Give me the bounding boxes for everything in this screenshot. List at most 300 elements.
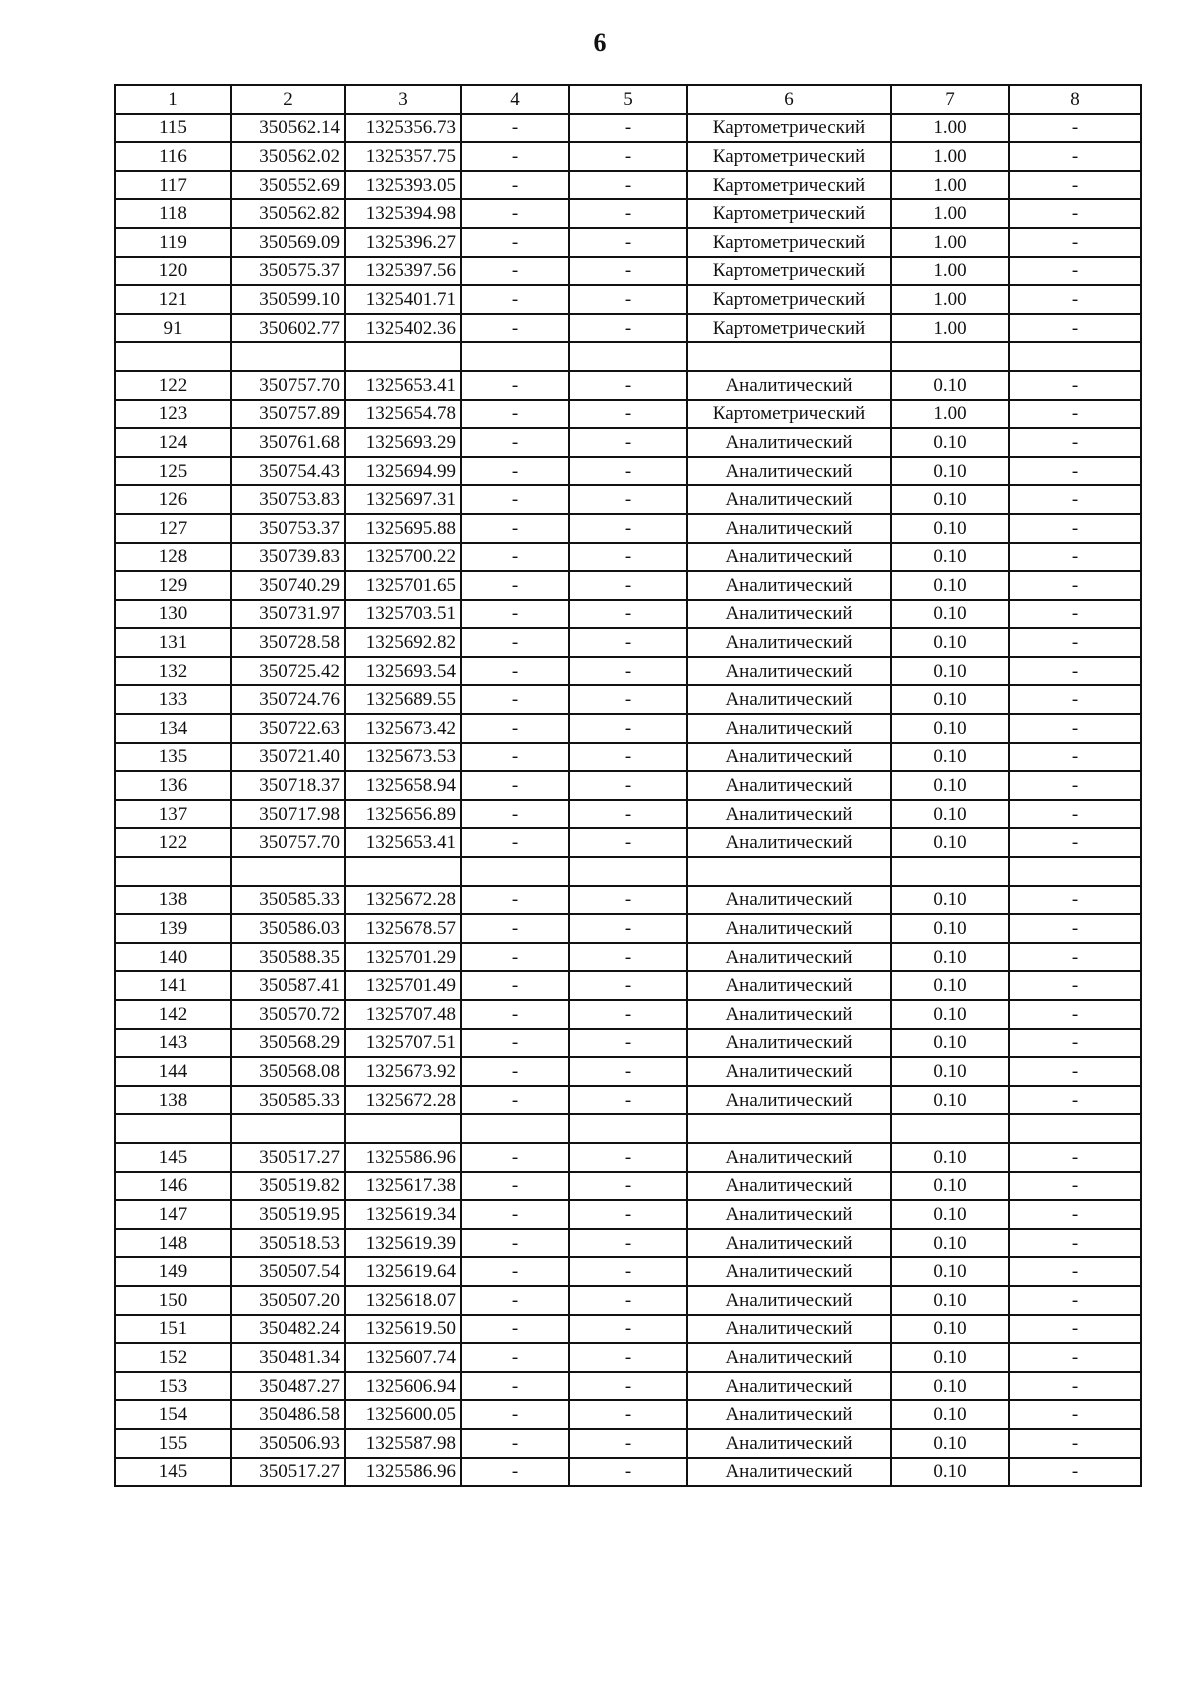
column-5-cell: - xyxy=(569,685,687,714)
column-8-cell: - xyxy=(1009,1429,1141,1458)
accuracy-cell: 0.10 xyxy=(891,543,1009,572)
column-8-cell: - xyxy=(1009,257,1141,286)
column-8-cell xyxy=(1009,1114,1141,1143)
method-cell: Аналитический xyxy=(687,1143,891,1172)
method-cell: Аналитический xyxy=(687,1000,891,1029)
point-number-cell: 141 xyxy=(115,971,231,1000)
column-8-cell: - xyxy=(1009,886,1141,915)
accuracy-cell xyxy=(891,857,1009,886)
column-4-cell: - xyxy=(461,1257,569,1286)
column-8-cell: - xyxy=(1009,657,1141,686)
column-8-cell: - xyxy=(1009,1229,1141,1258)
method-cell: Картометрический xyxy=(687,285,891,314)
method-cell: Аналитический xyxy=(687,1372,891,1401)
method-cell: Картометрический xyxy=(687,171,891,200)
accuracy-cell: 0.10 xyxy=(891,943,1009,972)
x-coordinate-cell: 350568.08 xyxy=(231,1057,345,1086)
accuracy-cell: 0.10 xyxy=(891,1257,1009,1286)
table-row xyxy=(115,171,1141,200)
x-coordinate-cell: 350517.27 xyxy=(231,1458,345,1487)
table-row xyxy=(115,514,1141,543)
table-row xyxy=(115,114,1141,143)
accuracy-cell: 1.00 xyxy=(891,114,1009,143)
column-4-cell: - xyxy=(461,514,569,543)
accuracy-cell: 1.00 xyxy=(891,257,1009,286)
accuracy-cell: 1.00 xyxy=(891,228,1009,257)
accuracy-cell: 1.00 xyxy=(891,142,1009,171)
x-coordinate-cell: 350518.53 xyxy=(231,1229,345,1258)
x-coordinate-cell: 350487.27 xyxy=(231,1372,345,1401)
accuracy-cell: 0.10 xyxy=(891,1200,1009,1229)
column-5-cell: - xyxy=(569,1029,687,1058)
point-number-cell: 145 xyxy=(115,1143,231,1172)
column-8-cell: - xyxy=(1009,1400,1141,1429)
column-4-cell xyxy=(461,857,569,886)
column-8-cell xyxy=(1009,342,1141,371)
point-number-cell: 147 xyxy=(115,1200,231,1229)
y-coordinate-cell: 1325658.94 xyxy=(345,771,461,800)
method-cell: Картометрический xyxy=(687,228,891,257)
method-cell: Аналитический xyxy=(687,514,891,543)
point-number-cell: 144 xyxy=(115,1057,231,1086)
column-4-cell: - xyxy=(461,657,569,686)
column-8-cell: - xyxy=(1009,1286,1141,1315)
method-cell: Аналитический xyxy=(687,657,891,686)
table-row xyxy=(115,257,1141,286)
accuracy-cell: 0.10 xyxy=(891,1000,1009,1029)
point-number-cell: 125 xyxy=(115,457,231,486)
accuracy-cell: 0.10 xyxy=(891,685,1009,714)
table-row xyxy=(115,1057,1141,1086)
column-5-cell: - xyxy=(569,971,687,1000)
page-number: 6 xyxy=(593,28,607,57)
table-row xyxy=(115,1372,1141,1401)
table-row xyxy=(115,1172,1141,1201)
accuracy-cell: 0.10 xyxy=(891,1343,1009,1372)
x-coordinate-cell: 350757.70 xyxy=(231,828,345,857)
column-8-cell: - xyxy=(1009,543,1141,572)
point-number-cell: 143 xyxy=(115,1029,231,1058)
column-4-cell: - xyxy=(461,199,569,228)
column-8-cell: - xyxy=(1009,485,1141,514)
column-8-cell: - xyxy=(1009,943,1141,972)
column-8-cell: - xyxy=(1009,914,1141,943)
column-8-cell: - xyxy=(1009,714,1141,743)
column-header: 6 xyxy=(687,85,891,114)
accuracy-cell: 0.10 xyxy=(891,1029,1009,1058)
y-coordinate-cell: 1325689.55 xyxy=(345,685,461,714)
column-5-cell: - xyxy=(569,657,687,686)
y-coordinate-cell: 1325356.73 xyxy=(345,114,461,143)
point-number-cell: 140 xyxy=(115,943,231,972)
column-4-cell: - xyxy=(461,714,569,743)
x-coordinate-cell: 350717.98 xyxy=(231,800,345,829)
accuracy-cell: 0.10 xyxy=(891,600,1009,629)
point-number-cell: 129 xyxy=(115,571,231,600)
column-8-cell: - xyxy=(1009,800,1141,829)
method-cell: Картометрический xyxy=(687,114,891,143)
point-number-cell: 155 xyxy=(115,1429,231,1458)
method-cell: Аналитический xyxy=(687,1257,891,1286)
point-number-cell: 127 xyxy=(115,514,231,543)
x-coordinate-cell xyxy=(231,857,345,886)
x-coordinate-cell: 350519.82 xyxy=(231,1172,345,1201)
separator-row xyxy=(115,857,1141,886)
accuracy-cell: 0.10 xyxy=(891,485,1009,514)
method-cell: Аналитический xyxy=(687,914,891,943)
column-8-cell: - xyxy=(1009,628,1141,657)
table-row xyxy=(115,1086,1141,1115)
x-coordinate-cell: 350585.33 xyxy=(231,1086,345,1115)
column-4-cell: - xyxy=(461,1343,569,1372)
table-row xyxy=(115,457,1141,486)
column-4-cell: - xyxy=(461,943,569,972)
y-coordinate-cell: 1325673.42 xyxy=(345,714,461,743)
point-number-cell: 138 xyxy=(115,1086,231,1115)
y-coordinate-cell: 1325396.27 xyxy=(345,228,461,257)
column-4-cell: - xyxy=(461,142,569,171)
y-coordinate-cell: 1325697.31 xyxy=(345,485,461,514)
column-8-cell xyxy=(1009,857,1141,886)
x-coordinate-cell: 350570.72 xyxy=(231,1000,345,1029)
point-number-cell: 134 xyxy=(115,714,231,743)
y-coordinate-cell: 1325701.65 xyxy=(345,571,461,600)
column-5-cell: - xyxy=(569,228,687,257)
point-number-cell: 117 xyxy=(115,171,231,200)
method-cell: Аналитический xyxy=(687,571,891,600)
column-4-cell: - xyxy=(461,685,569,714)
accuracy-cell: 0.10 xyxy=(891,628,1009,657)
method-cell xyxy=(687,857,891,886)
column-4-cell: - xyxy=(461,1172,569,1201)
point-number-cell: 139 xyxy=(115,914,231,943)
accuracy-cell: 0.10 xyxy=(891,1286,1009,1315)
method-cell: Аналитический xyxy=(687,457,891,486)
table-row xyxy=(115,1200,1141,1229)
column-4-cell: - xyxy=(461,1429,569,1458)
column-5-cell: - xyxy=(569,1458,687,1487)
accuracy-cell: 1.00 xyxy=(891,171,1009,200)
column-4-cell xyxy=(461,1114,569,1143)
point-number-cell: 148 xyxy=(115,1229,231,1258)
column-8-cell: - xyxy=(1009,171,1141,200)
column-5-cell: - xyxy=(569,1257,687,1286)
x-coordinate-cell: 350507.54 xyxy=(231,1257,345,1286)
column-4-cell: - xyxy=(461,371,569,400)
x-coordinate-cell: 350588.35 xyxy=(231,943,345,972)
y-coordinate-cell: 1325672.28 xyxy=(345,886,461,915)
y-coordinate-cell: 1325357.75 xyxy=(345,142,461,171)
point-number-cell: 151 xyxy=(115,1315,231,1344)
x-coordinate-cell xyxy=(231,1114,345,1143)
method-cell: Аналитический xyxy=(687,1315,891,1344)
column-5-cell: - xyxy=(569,514,687,543)
accuracy-cell: 0.10 xyxy=(891,428,1009,457)
y-coordinate-cell: 1325673.92 xyxy=(345,1057,461,1086)
column-8-cell: - xyxy=(1009,1372,1141,1401)
accuracy-cell: 0.10 xyxy=(891,571,1009,600)
x-coordinate-cell: 350486.58 xyxy=(231,1400,345,1429)
x-coordinate-cell: 350725.42 xyxy=(231,657,345,686)
table-row xyxy=(115,828,1141,857)
accuracy-cell: 0.10 xyxy=(891,1315,1009,1344)
column-5-cell: - xyxy=(569,314,687,343)
column-8-cell: - xyxy=(1009,600,1141,629)
column-5-cell: - xyxy=(569,743,687,772)
y-coordinate-cell xyxy=(345,857,461,886)
table-row xyxy=(115,1458,1141,1487)
method-cell xyxy=(687,1114,891,1143)
table-body xyxy=(115,114,1141,1487)
column-5-cell: - xyxy=(569,257,687,286)
point-number-cell: 145 xyxy=(115,1458,231,1487)
method-cell: Аналитический xyxy=(687,1229,891,1258)
method-cell: Аналитический xyxy=(687,428,891,457)
column-5-cell: - xyxy=(569,1372,687,1401)
column-5-cell: - xyxy=(569,1143,687,1172)
column-5-cell: - xyxy=(569,1086,687,1115)
x-coordinate-cell: 350562.14 xyxy=(231,114,345,143)
column-8-cell: - xyxy=(1009,1200,1141,1229)
method-cell xyxy=(687,342,891,371)
column-4-cell: - xyxy=(461,1315,569,1344)
column-4-cell: - xyxy=(461,1372,569,1401)
x-coordinate-cell: 350761.68 xyxy=(231,428,345,457)
column-8-cell: - xyxy=(1009,1315,1141,1344)
column-header: 1 xyxy=(115,85,231,114)
column-4-cell: - xyxy=(461,1200,569,1229)
accuracy-cell: 0.10 xyxy=(891,714,1009,743)
y-coordinate-cell: 1325678.57 xyxy=(345,914,461,943)
method-cell: Аналитический xyxy=(687,743,891,772)
column-5-cell: - xyxy=(569,1343,687,1372)
x-coordinate-cell: 350753.83 xyxy=(231,485,345,514)
table-row xyxy=(115,543,1141,572)
table-row xyxy=(115,743,1141,772)
column-5-cell: - xyxy=(569,571,687,600)
table-row xyxy=(115,428,1141,457)
table-row xyxy=(115,314,1141,343)
method-cell: Картометрический xyxy=(687,314,891,343)
method-cell: Аналитический xyxy=(687,1200,891,1229)
column-8-cell: - xyxy=(1009,400,1141,429)
column-5-cell: - xyxy=(569,1229,687,1258)
header-row xyxy=(115,85,1141,114)
point-number-cell: 118 xyxy=(115,199,231,228)
column-4-cell: - xyxy=(461,571,569,600)
table-row xyxy=(115,657,1141,686)
accuracy-cell: 1.00 xyxy=(891,285,1009,314)
column-8-cell: - xyxy=(1009,1257,1141,1286)
accuracy-cell: 0.10 xyxy=(891,1400,1009,1429)
x-coordinate-cell: 350575.37 xyxy=(231,257,345,286)
point-number-cell: 91 xyxy=(115,314,231,343)
method-cell: Аналитический xyxy=(687,1343,891,1372)
table-row xyxy=(115,400,1141,429)
accuracy-cell: 0.10 xyxy=(891,657,1009,686)
accuracy-cell: 0.10 xyxy=(891,914,1009,943)
y-coordinate-cell: 1325397.56 xyxy=(345,257,461,286)
column-5-cell xyxy=(569,857,687,886)
column-5-cell: - xyxy=(569,886,687,915)
column-5-cell: - xyxy=(569,828,687,857)
table-row xyxy=(115,1429,1141,1458)
table-row xyxy=(115,1029,1141,1058)
accuracy-cell xyxy=(891,1114,1009,1143)
method-cell: Аналитический xyxy=(687,1400,891,1429)
point-number-cell: 137 xyxy=(115,800,231,829)
point-number-cell: 123 xyxy=(115,400,231,429)
table-row xyxy=(115,600,1141,629)
method-cell: Аналитический xyxy=(687,1429,891,1458)
column-4-cell: - xyxy=(461,1029,569,1058)
column-8-cell: - xyxy=(1009,1143,1141,1172)
point-number-cell: 126 xyxy=(115,485,231,514)
table-row xyxy=(115,771,1141,800)
column-5-cell: - xyxy=(569,800,687,829)
y-coordinate-cell: 1325653.41 xyxy=(345,371,461,400)
table-row xyxy=(115,943,1141,972)
column-4-cell: - xyxy=(461,971,569,1000)
column-5-cell: - xyxy=(569,485,687,514)
point-number-cell: 146 xyxy=(115,1172,231,1201)
accuracy-cell: 0.10 xyxy=(891,971,1009,1000)
column-8-cell: - xyxy=(1009,685,1141,714)
accuracy-cell: 0.10 xyxy=(891,771,1009,800)
method-cell: Аналитический xyxy=(687,714,891,743)
y-coordinate-cell: 1325700.22 xyxy=(345,543,461,572)
separator-row xyxy=(115,1114,1141,1143)
point-number-cell: 138 xyxy=(115,886,231,915)
point-number-cell: 128 xyxy=(115,543,231,572)
point-number-cell: 122 xyxy=(115,828,231,857)
x-coordinate-cell: 350482.24 xyxy=(231,1315,345,1344)
method-cell: Картометрический xyxy=(687,142,891,171)
column-4-cell: - xyxy=(461,1286,569,1315)
point-number-cell: 122 xyxy=(115,371,231,400)
table-row xyxy=(115,800,1141,829)
accuracy-cell: 1.00 xyxy=(891,400,1009,429)
y-coordinate-cell: 1325393.05 xyxy=(345,171,461,200)
method-cell: Картометрический xyxy=(687,257,891,286)
y-coordinate-cell: 1325600.05 xyxy=(345,1400,461,1429)
column-4-cell: - xyxy=(461,485,569,514)
column-8-cell: - xyxy=(1009,1000,1141,1029)
x-coordinate-cell: 350507.20 xyxy=(231,1286,345,1315)
point-number-cell: 116 xyxy=(115,142,231,171)
x-coordinate-cell: 350585.33 xyxy=(231,886,345,915)
column-8-cell: - xyxy=(1009,142,1141,171)
point-number-cell xyxy=(115,342,231,371)
table-row xyxy=(115,285,1141,314)
column-4-cell: - xyxy=(461,886,569,915)
column-4-cell: - xyxy=(461,628,569,657)
table-row xyxy=(115,199,1141,228)
x-coordinate-cell: 350721.40 xyxy=(231,743,345,772)
column-5-cell: - xyxy=(569,114,687,143)
point-number-cell: 124 xyxy=(115,428,231,457)
accuracy-cell: 0.10 xyxy=(891,800,1009,829)
x-coordinate-cell: 350728.58 xyxy=(231,628,345,657)
x-coordinate-cell: 350753.37 xyxy=(231,514,345,543)
method-cell: Аналитический xyxy=(687,1086,891,1115)
method-cell: Аналитический xyxy=(687,600,891,629)
y-coordinate-cell: 1325618.07 xyxy=(345,1286,461,1315)
method-cell: Аналитический xyxy=(687,886,891,915)
point-number-cell: 136 xyxy=(115,771,231,800)
column-5-cell: - xyxy=(569,285,687,314)
column-5-cell: - xyxy=(569,1429,687,1458)
y-coordinate-cell: 1325693.54 xyxy=(345,657,461,686)
method-cell: Аналитический xyxy=(687,800,891,829)
method-cell: Аналитический xyxy=(687,1057,891,1086)
column-4-cell: - xyxy=(461,771,569,800)
column-5-cell: - xyxy=(569,1000,687,1029)
column-8-cell: - xyxy=(1009,514,1141,543)
x-coordinate-cell: 350722.63 xyxy=(231,714,345,743)
column-8-cell: - xyxy=(1009,457,1141,486)
x-coordinate-cell xyxy=(231,342,345,371)
column-4-cell: - xyxy=(461,828,569,857)
column-8-cell: - xyxy=(1009,228,1141,257)
column-5-cell: - xyxy=(569,543,687,572)
x-coordinate-cell: 350506.93 xyxy=(231,1429,345,1458)
table-row xyxy=(115,1229,1141,1258)
y-coordinate-cell: 1325587.98 xyxy=(345,1429,461,1458)
column-header: 7 xyxy=(891,85,1009,114)
point-number-cell: 132 xyxy=(115,657,231,686)
column-8-cell: - xyxy=(1009,1172,1141,1201)
method-cell: Аналитический xyxy=(687,771,891,800)
column-4-cell: - xyxy=(461,171,569,200)
point-number-cell xyxy=(115,857,231,886)
accuracy-cell: 0.10 xyxy=(891,1458,1009,1487)
method-cell: Аналитический xyxy=(687,1458,891,1487)
y-coordinate-cell: 1325619.39 xyxy=(345,1229,461,1258)
y-coordinate-cell: 1325701.29 xyxy=(345,943,461,972)
method-cell: Аналитический xyxy=(687,543,891,572)
separator-row xyxy=(115,342,1141,371)
column-8-cell: - xyxy=(1009,1029,1141,1058)
column-8-cell: - xyxy=(1009,1343,1141,1372)
point-number-cell: 152 xyxy=(115,1343,231,1372)
column-8-cell: - xyxy=(1009,314,1141,343)
x-coordinate-cell: 350552.69 xyxy=(231,171,345,200)
point-number-cell: 131 xyxy=(115,628,231,657)
point-number-cell: 135 xyxy=(115,743,231,772)
x-coordinate-cell: 350754.43 xyxy=(231,457,345,486)
point-number-cell: 115 xyxy=(115,114,231,143)
y-coordinate-cell: 1325703.51 xyxy=(345,600,461,629)
x-coordinate-cell: 350731.97 xyxy=(231,600,345,629)
table-row xyxy=(115,1400,1141,1429)
accuracy-cell: 1.00 xyxy=(891,314,1009,343)
column-5-cell: - xyxy=(569,457,687,486)
y-coordinate-cell: 1325401.71 xyxy=(345,285,461,314)
column-header: 4 xyxy=(461,85,569,114)
column-8-cell: - xyxy=(1009,428,1141,457)
column-4-cell: - xyxy=(461,914,569,943)
x-coordinate-cell: 350718.37 xyxy=(231,771,345,800)
method-cell: Картометрический xyxy=(687,400,891,429)
column-8-cell: - xyxy=(1009,1057,1141,1086)
column-4-cell: - xyxy=(461,1143,569,1172)
column-5-cell: - xyxy=(569,1200,687,1229)
method-cell: Аналитический xyxy=(687,971,891,1000)
column-4-cell: - xyxy=(461,1057,569,1086)
column-4-cell: - xyxy=(461,228,569,257)
column-8-cell: - xyxy=(1009,828,1141,857)
